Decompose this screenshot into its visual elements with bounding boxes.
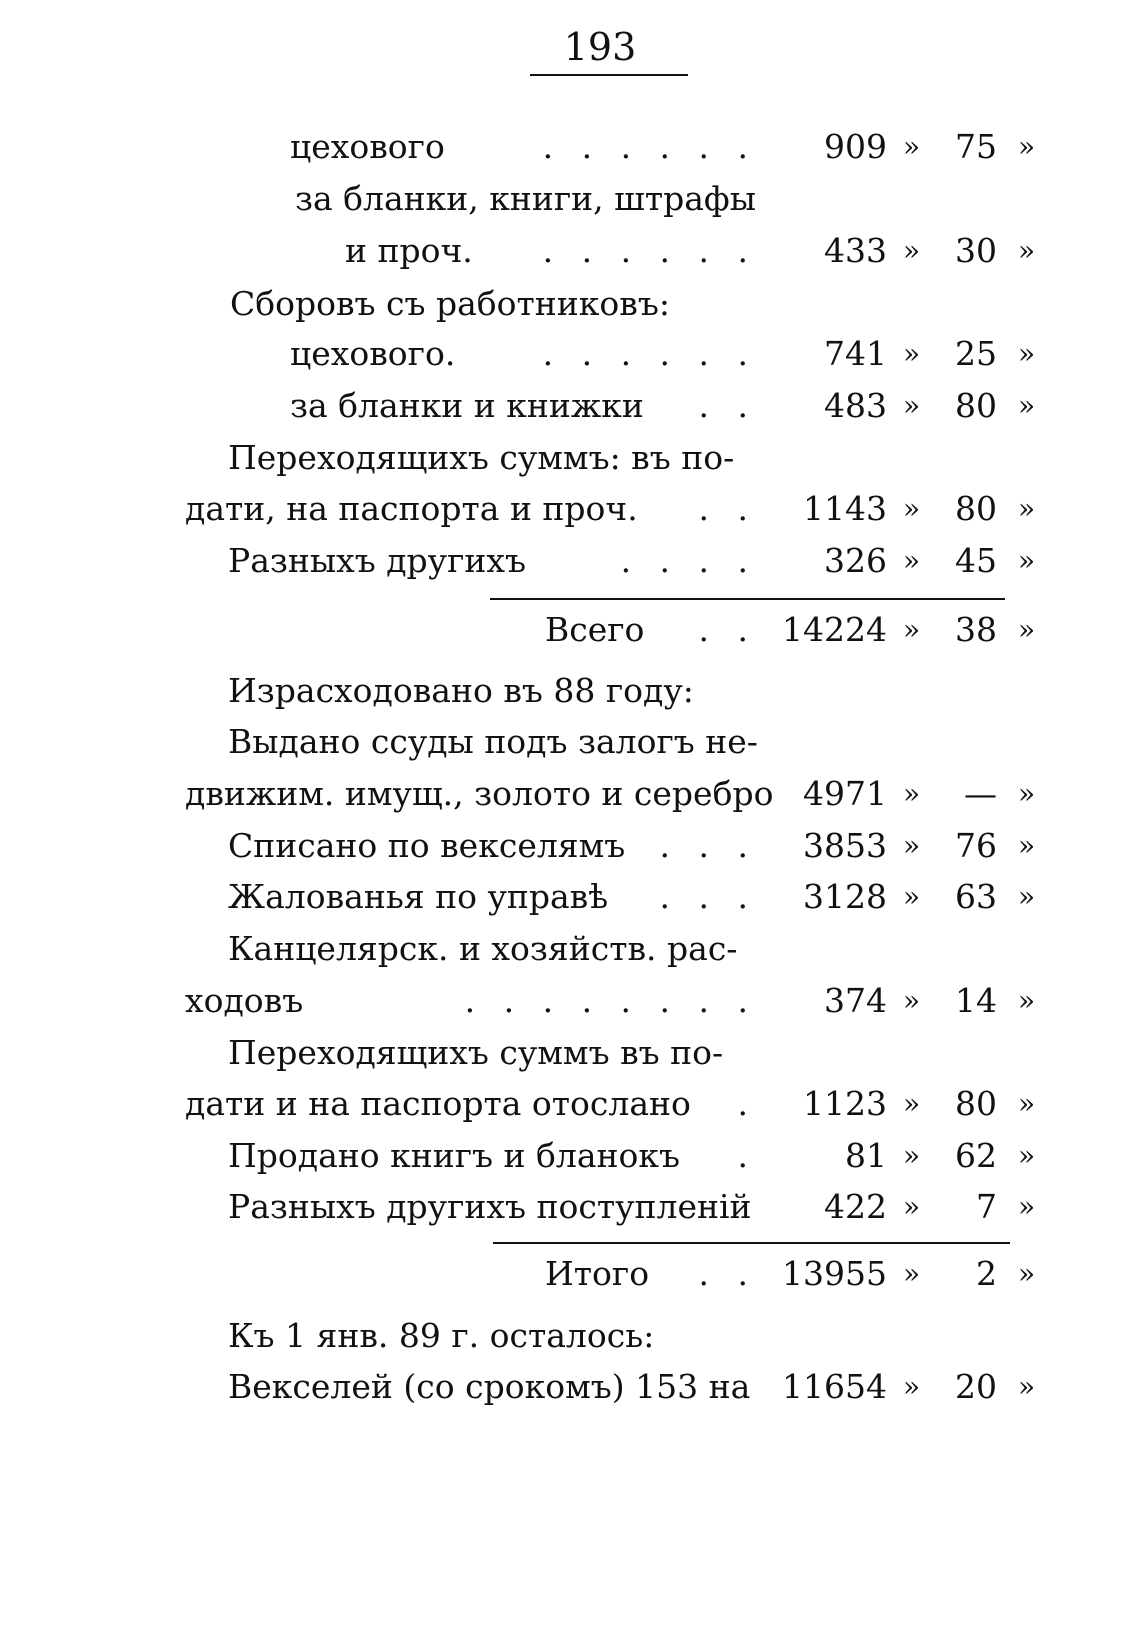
line-text: Переходящихъ суммъ: въ по- — [228, 438, 735, 477]
leader-dots: . . . . — [620, 541, 757, 580]
line-text: за бланки, книги, штрафы — [295, 179, 756, 218]
ditto-mark: » — [903, 234, 921, 267]
leader-dots: . . . . . . . . — [464, 981, 757, 1020]
amount-rubles: 14224 — [782, 610, 887, 649]
amount-kopecks: 80 — [955, 1084, 997, 1123]
leader-dots: . . . . . . — [542, 127, 757, 166]
line-text: Итого — [545, 1254, 650, 1293]
ledger-line — [0, 667, 1140, 715]
amount-rubles: 422 — [824, 1187, 887, 1226]
ditto-mark: » — [1018, 337, 1036, 370]
ditto-mark: » — [903, 130, 921, 163]
ledger-line — [0, 1132, 1140, 1180]
amount-rubles: 483 — [824, 386, 887, 425]
line-text: движим. имущ., золото и серебро — [185, 774, 774, 813]
ledger-line — [0, 434, 1140, 482]
ledger-line — [0, 537, 1140, 585]
amount-kopecks: 38 — [955, 610, 997, 649]
ditto-mark: » — [903, 544, 921, 577]
line-text: Къ 1 янв. 89 г. осталось: — [228, 1316, 655, 1355]
ditto-mark: » — [1018, 544, 1036, 577]
leader-dots: . . — [698, 610, 757, 649]
amount-kopecks: 62 — [955, 1136, 997, 1175]
line-text: Канцелярск. и хозяйств. рас- — [228, 929, 738, 968]
ditto-mark: » — [1018, 1257, 1036, 1290]
line-text: Выдано ссуды подъ залогъ не- — [228, 722, 758, 761]
ledger-line — [0, 1029, 1140, 1077]
ditto-mark: » — [903, 829, 921, 862]
ledger-line — [0, 227, 1140, 275]
leader-dots: . . — [698, 386, 757, 425]
ditto-mark: » — [903, 984, 921, 1017]
ditto-mark: » — [1018, 880, 1036, 913]
ditto-mark: » — [903, 1139, 921, 1172]
amount-kopecks: 75 — [955, 127, 997, 166]
ledger-line — [0, 925, 1140, 973]
amount-rubles: 909 — [824, 127, 887, 166]
ledger-line — [0, 1363, 1140, 1411]
line-text: Жалованья по управѣ — [228, 877, 609, 916]
line-text: ходовъ — [185, 981, 304, 1020]
amount-rubles: 3128 — [803, 877, 887, 916]
amount-kopecks: 2 — [976, 1254, 997, 1293]
amount-rubles: 11654 — [782, 1367, 887, 1406]
amount-kopecks: 20 — [955, 1367, 997, 1406]
ledger-line — [0, 822, 1140, 870]
amount-rubles: 4971 — [803, 774, 887, 813]
leader-dots: . . . — [659, 826, 757, 865]
ledger-line — [0, 1080, 1140, 1128]
amount-kopecks: 45 — [955, 541, 997, 580]
ledger-line — [0, 485, 1140, 533]
ledger-line — [0, 873, 1140, 921]
amount-rubles: 326 — [824, 541, 887, 580]
line-text: дати, на паспорта и проч. — [185, 489, 638, 528]
line-text: Разныхъ другихъ — [228, 541, 526, 580]
ditto-mark: » — [903, 880, 921, 913]
ledger-line — [0, 1312, 1140, 1360]
line-text: Разныхъ другихъ поступленій — [228, 1187, 752, 1226]
amount-rubles: 1123 — [803, 1084, 887, 1123]
ditto-mark: » — [1018, 1087, 1036, 1120]
total-rule — [493, 1242, 1010, 1244]
ledger-line — [0, 382, 1140, 430]
line-text: Сборовъ съ работниковъ: — [230, 284, 670, 323]
line-text: дати и на паспорта отослано — [185, 1084, 691, 1123]
amount-kopecks: 63 — [955, 877, 997, 916]
line-text: Списано по векселямъ — [228, 826, 626, 865]
line-text: за бланки и книжки — [290, 386, 644, 425]
ditto-mark: » — [1018, 1139, 1036, 1172]
ditto-mark: » — [903, 1190, 921, 1223]
amount-rubles: 81 — [845, 1136, 887, 1175]
ledger-line — [0, 330, 1140, 378]
line-text: Переходящихъ суммъ въ по- — [228, 1033, 724, 1072]
amount-kopecks: 14 — [955, 981, 997, 1020]
ledger-line — [0, 1183, 1140, 1231]
ditto-mark: » — [903, 492, 921, 525]
ditto-mark: » — [1018, 1190, 1036, 1223]
ledger-line — [0, 977, 1140, 1025]
amount-kopecks: 80 — [955, 489, 997, 528]
amount-kopecks: 30 — [955, 231, 997, 270]
ditto-mark: » — [903, 613, 921, 646]
line-text: Всего — [545, 610, 645, 649]
amount-rubles: 3853 — [803, 826, 887, 865]
ditto-mark: » — [903, 1087, 921, 1120]
ditto-mark: » — [1018, 130, 1036, 163]
ditto-mark: » — [903, 1257, 921, 1290]
ditto-mark: » — [1018, 613, 1036, 646]
amount-kopecks: 76 — [955, 826, 997, 865]
amount-kopecks: 80 — [955, 386, 997, 425]
ledger-line — [0, 175, 1140, 223]
leader-dots: . . . . . . — [542, 334, 757, 373]
page-number-rule — [530, 74, 688, 76]
leader-dots: . . . — [659, 877, 757, 916]
ditto-mark: » — [903, 777, 921, 810]
line-text: и проч. — [345, 231, 473, 270]
amount-kopecks: — — [964, 774, 997, 813]
ledger-line — [0, 606, 1140, 654]
ledger-line — [0, 280, 1140, 328]
leader-dots: . . . . . . — [542, 231, 757, 270]
line-text: Продано книгъ и бланокъ — [228, 1136, 680, 1175]
total-rule — [490, 598, 1005, 600]
ledger-line — [0, 718, 1140, 766]
leader-dots: . — [737, 1136, 757, 1175]
leader-dots: . — [737, 1084, 757, 1123]
line-text: цехового. — [290, 334, 456, 373]
ditto-mark: » — [903, 337, 921, 370]
ditto-mark: » — [1018, 389, 1036, 422]
line-text: цехового — [290, 127, 445, 166]
amount-rubles: 1143 — [803, 489, 887, 528]
line-text: Израсходовано въ 88 году: — [228, 671, 694, 710]
page-number: 193 — [563, 25, 637, 69]
leader-dots: . . — [698, 1254, 757, 1293]
amount-rubles: 374 — [824, 981, 887, 1020]
ditto-mark: » — [1018, 234, 1036, 267]
ditto-mark: » — [903, 389, 921, 422]
amount-rubles: 741 — [824, 334, 887, 373]
ledger-line — [0, 1250, 1140, 1298]
ledger-line — [0, 123, 1140, 171]
ledger-line — [0, 770, 1140, 818]
amount-kopecks: 25 — [955, 334, 997, 373]
ditto-mark: » — [903, 1370, 921, 1403]
ditto-mark: » — [1018, 1370, 1036, 1403]
amount-rubles: 13955 — [782, 1254, 887, 1293]
ditto-mark: » — [1018, 492, 1036, 525]
leader-dots: . . — [698, 489, 757, 528]
amount-kopecks: 7 — [976, 1187, 997, 1226]
line-text: Векселей (со срокомъ) 153 на — [228, 1367, 751, 1406]
amount-rubles: 433 — [824, 231, 887, 270]
ditto-mark: » — [1018, 829, 1036, 862]
ditto-mark: » — [1018, 777, 1036, 810]
ditto-mark: » — [1018, 984, 1036, 1017]
